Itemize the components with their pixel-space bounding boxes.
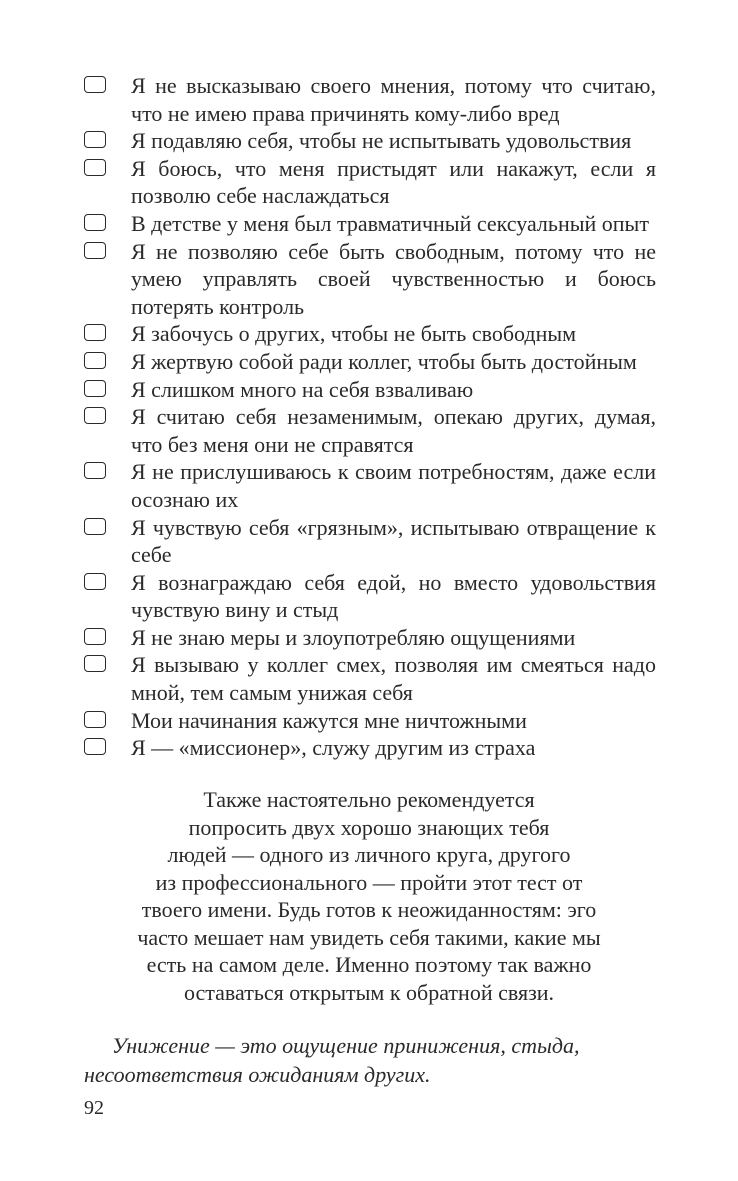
checklist-item xyxy=(84,155,656,210)
note-line: из профессионального — пройти этот тест от xyxy=(155,869,583,895)
checklist-item xyxy=(84,514,656,569)
checklist-item xyxy=(84,320,656,348)
checklist-item-text: Я не знаю меры и злоупотребляю ощущениями xyxy=(131,624,576,650)
checklist-item xyxy=(84,72,656,127)
checkbox[interactable] xyxy=(84,573,106,590)
checklist-item xyxy=(84,127,656,155)
checklist-item-text: В детстве у меня был травматичный сексуальный опыт xyxy=(131,210,649,236)
checkbox[interactable] xyxy=(84,628,106,645)
checkbox[interactable] xyxy=(84,131,106,148)
checklist-item xyxy=(84,624,656,652)
checklist-item xyxy=(84,651,656,706)
checklist-item-text: Я чувствую себя «грязным», испытываю отвращение к себе xyxy=(131,514,656,568)
checkbox[interactable] xyxy=(84,518,106,535)
checklist-item xyxy=(84,734,656,762)
checklist-item-text: Я вызываю у коллег смех, позволяя им смеяться надо мной, тем самым унижая себя xyxy=(131,652,656,706)
checkbox[interactable] xyxy=(84,738,106,755)
note-line: твоего имени. Будь готов к неожиданностям: эго xyxy=(141,897,597,922)
checklist-item-text: Я — «миссионер», служу другим из страха xyxy=(131,735,536,761)
checkbox[interactable] xyxy=(84,380,106,397)
checkbox[interactable] xyxy=(84,352,106,369)
checklist-item-text: Я боюсь, что меня пристыдят или накажут, если я позволю себе наслаждаться xyxy=(131,155,656,209)
note-line: попросить двух хорошо знающих тебя xyxy=(188,814,550,840)
checklist-item xyxy=(84,458,656,513)
recommendation-note xyxy=(110,786,628,1006)
note-line: Также настоятельно рекомендуется xyxy=(203,787,535,812)
checklist-item xyxy=(84,238,656,321)
note-line: часто мешает нам увидеть себя такими, какие мы xyxy=(137,924,601,950)
checklist-item-text: Я не высказываю своего мнения, потому что считаю, что не имею права причинять кому-либо вред xyxy=(131,73,656,126)
checklist-item-text: Я слишком много на себя взваливаю xyxy=(131,376,474,402)
page-number: 92 xyxy=(84,1097,104,1119)
checkbox[interactable] xyxy=(84,214,106,231)
checkbox[interactable] xyxy=(84,324,106,341)
checklist-item xyxy=(84,348,656,376)
checklist-item-text: Я считаю себя незаменимым, опекаю других, думая, что без меня они не справятся xyxy=(131,404,656,457)
checklist-item-text: Я жертвую собой ради коллег, чтобы быть достойным xyxy=(131,348,637,374)
note-line: людей — одного из личного круга, другого xyxy=(167,842,571,867)
checkbox[interactable] xyxy=(84,159,106,176)
checklist-item-text: Я подавляю себя, чтобы не испытывать удовольствия xyxy=(131,128,632,154)
humiliation-definition: Унижение — это ощущение принижения, стыда, несоответствия ожиданиям других. xyxy=(84,1033,580,1087)
checkbox[interactable] xyxy=(84,655,106,672)
checkbox[interactable] xyxy=(84,76,106,93)
checkbox[interactable] xyxy=(84,242,106,259)
checklist-item xyxy=(84,403,656,458)
self-assessment-checklist xyxy=(84,72,656,762)
checkbox[interactable] xyxy=(84,407,106,424)
checklist-item xyxy=(84,707,656,735)
checklist-item-text: Я не прислушиваюсь к своим потребностям, даже если осознаю их xyxy=(131,459,656,512)
checklist-item xyxy=(84,569,656,624)
checklist-item-text: Я забочусь о других, чтобы не быть свободным xyxy=(131,321,577,347)
checklist-item-text: Мои начинания кажутся мне ничтожными xyxy=(131,707,527,733)
note-line: есть на самом деле. Именно поэтому так важно xyxy=(146,952,592,977)
note-line: оставаться открытым к обратной связи. xyxy=(183,979,555,1005)
checklist-item-text: Я вознаграждаю себя едой, но вместо удовольствия чувствую вину и стыд xyxy=(131,569,656,623)
checklist-item-text: Я не позволяю себе быть свободным, потому что не умею управлять своей чувственностью и боюсь потерять контроль xyxy=(131,238,656,319)
checkbox[interactable] xyxy=(84,462,106,479)
checklist-item xyxy=(84,210,656,238)
checklist-item xyxy=(84,376,656,404)
checkbox[interactable] xyxy=(84,711,106,728)
